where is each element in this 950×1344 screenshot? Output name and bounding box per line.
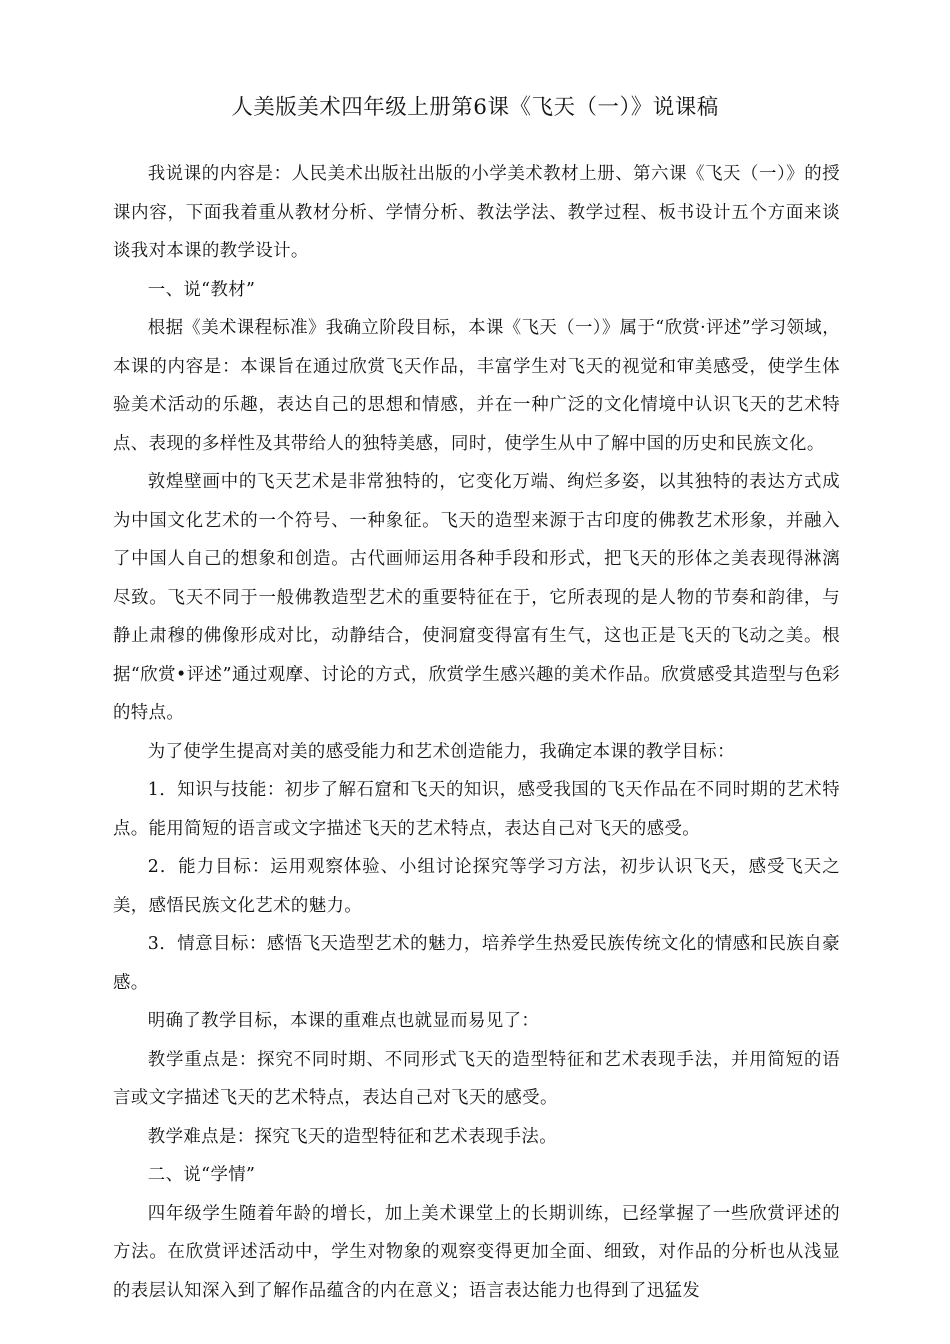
goal-item: 2．能力目标：运用观察体验、小组讨论探究等学习方法，初步认识飞天，感受飞天之美，感悟民族文化艺术的魅力。 <box>113 857 840 916</box>
section-heading: 二、说“学情” <box>147 1165 256 1185</box>
paragraph: 为了使学生提高对美的感受能力和艺术创造能力，我确定本课的教学目标： <box>147 741 735 762</box>
section-heading: 一、说“教材” <box>147 279 256 300</box>
paragraph: 教学重点是：探究不同时期、不同形式飞天的造型特征和艺术表现手法，并用简短的语言或文字描述飞天的艺术特点，表达自己对飞天的感受。 <box>113 1049 840 1108</box>
goal-item: 3．情意目标：感悟飞天造型艺术的魅力，培养学生热爱民族传统文化的情感和民族自豪感。 <box>113 934 840 993</box>
paragraph: 敦煌壁画中的飞天艺术是非常独特的，它变化万端、绚烂多姿，以其独特的表达方式成为中国文化艺术的一个符号、一种象征。飞天的造型来源于古印度的佛教艺术形象，并融入了中国人自己的想象和创造。古代画师运用各种手段和形式，把飞天的形体之美表现得淋漓尽致。飞天不同于一般佛教造型艺术的重要特征在于，它所表现的是人物的节奏和韵律，与静止肃穆的佛像形成对比，动静结合，使洞窟变得富有生气，这也正是飞天的飞动之美。根据“欣赏•评述”通过观摩、讨论的方式，欣赏学生感兴趣的美术作品。欣赏感受其造型与色彩的特点。 <box>113 472 840 723</box>
paragraph: 明确了教学目标，本课的重难点也就显而易见了： <box>147 1011 540 1031</box>
paragraph: 四年级学生随着年龄的增长，加上美术课堂上的长期训练，已经掌握了一些欣赏评述的方法。在欣赏评述活动中，学生对物象的观察变得更加全面、细致，对作品的分析也从浅显的表层认知深入到了解作品蕴含的内在意义；语言表达能力也得到了迅猛发 <box>113 1203 840 1301</box>
document-body <box>113 155 840 1310</box>
paragraph: 教学难点是：探究飞天的造型特征和艺术表现手法。 <box>147 1126 557 1147</box>
document-title: 人美版美术四年级上册第6课《飞天（一）》说课稿 <box>231 95 719 120</box>
goal-item: 1．知识与技能：初步了解石窟和飞天的知识，感受我国的飞天作品在不同时期的艺术特点。能用简短的语言或文字描述飞天的艺术特点，表达自己对飞天的感受。 <box>113 780 840 839</box>
paragraph: 根据《美术课程标准》我确立阶段目标，本课《飞天（一）》属于“欣赏·评述”学习领域，本课的内容是：本课旨在通过欣赏飞天作品，丰富学生对飞天的视觉和审美感受，使学生体验美术活动的乐趣，表达自己的思想和情感，并在一种广泛的文化情境中认识飞天的艺术特点、表现的多样性及其带给人的独特美感，同时，使学生从中了解中国的历史和民族文化。 <box>113 318 840 454</box>
paragraph: 我说课的内容是：人民美术出版社出版的小学美术教材上册、第六课《飞天（一）》的授课内容，下面我着重从教材分析、学情分析、教法学法、教学过程、板书设计五个方面来谈谈我对本课的教学设计。 <box>113 164 840 261</box>
